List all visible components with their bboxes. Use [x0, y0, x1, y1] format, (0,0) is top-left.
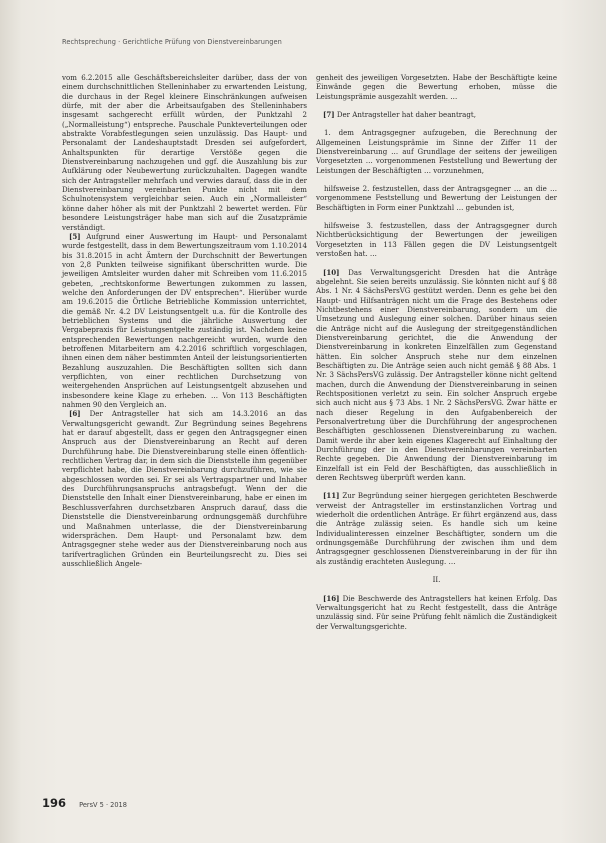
- paragraph: [316, 268, 557, 483]
- paragraph-number: [5]: [69, 231, 81, 241]
- paragraph-text: genheit des jeweiligen Vorgesetzten. Habe der Beschäftigte keine Einwände gegen die Bewertung erhoben, müsse die Leistungsprämie ausgezahlt werden. …: [316, 73, 557, 101]
- paragraph: [62, 232, 307, 410]
- paragraph: [316, 73, 557, 101]
- journal-citation: PersV 5 · 2018: [79, 801, 127, 809]
- paragraph-text: II.: [432, 575, 441, 585]
- running-head: Rechtsprechung · Gerichtliche Prüfung von Dienstvereinbarungen: [62, 38, 282, 46]
- paragraph-text: hilfsweise 2. festzustellen, dass der Antragsgegner … an die … vorgenommene Feststellung und Bewertung der Leistungen der Beschäftigten in Form einer Punktzahl … gebunden ist,: [316, 184, 557, 212]
- paragraph: [316, 491, 557, 566]
- paragraph-text: Die Beschwerde des Antragstellers hat keinen Erfolg. Das Verwaltungsgericht hat zu Recht festgestellt, dass die Anträge unzulässig sind. Für seine Prüfung fehlt nämlich die Zuständigkeit der Verwaltungsgerichte.: [316, 593, 557, 631]
- paragraph-text: Aufgrund einer Auswertung im Haupt- und Personalamt wurde festgestellt, dass in dem Bewertungszeitraum vom 1.10.2014 bis 31.8.2015 in acht Ämtern der Durchschnitt der Bewertungen von 2,8 Punkten teilweise signifikant überschritten wurde. Die jeweiligen Amtsleiter wurden daher mit Schreiben vom 11.6.2015 gebeten, „rechtskonforme Bewertungen zukommen zu lassen, welche den Anforderungen der DV entsprechen“. Hierüber wurde am 19.6.2015 die Örtliche Betriebliche Kommission unterrichtet, die gemäß Nr. 4.2 DV Leistungsentgelt u.a. für die Kontrolle des betrieblichen Systems und die jährliche Auswertung der Vergabepraxis für Leistungsentgelte zuständig ist. Nachdem keine entsprechenden Bewertungen nachgereicht wurden, wurde den betroffenen Mitarbeitern am 4.2.2016 schriftlich vorgeschlagen, ihnen einen dem näher bestimmten Anteil der leistungsorientierten Bezahlung auszuzahlen. Die Beschäftigten sollten sich dann verpflichten, von einer rechtlichen Durchsetzung von weitergehenden Ansprüchen auf Leistungsentgelt abzusehen und insbesondere keine Klage zu erheben. … Von 113 Beschäftigten nahmen 90 den Vergleich an.: [62, 231, 307, 410]
- paragraph: [316, 110, 557, 119]
- left-column: [62, 73, 307, 568]
- paragraph: [316, 184, 557, 212]
- paragraph: [316, 221, 557, 258]
- paragraph-text: 1. dem Antragsgegner aufzugeben, die Berechnung der Allgemeinen Leistungsprämie im Sinne der Ziffer 11 der Dienstvereinbarung … auf Grundlage der seitens der jeweiligen Vorgesetzten … vorgenommenen Feststellung und Bewertung der Leistungen der Beschäftigten … vorzunehmen,: [316, 128, 557, 175]
- page-footer: [42, 792, 127, 811]
- right-column: [316, 73, 557, 631]
- paragraph: [316, 575, 557, 584]
- page-number: 196: [42, 796, 67, 810]
- paragraph-number: [11]: [323, 491, 340, 501]
- paragraph: [316, 128, 557, 175]
- paragraph-number: [16]: [323, 593, 340, 603]
- paragraph-text: vom 6.2.2015 alle Geschäftsbereichsleiter darüber, dass der von einem durchschnittlichen Stelleninhaber zu erwartenden Leistung, die durchaus in der Regel kleinere Einschränkungen aufweisen dürfe, mit der aber die Arbeitsaufgaben des Stelleninhabers insgesamt sachgerecht erfüllt würden, der Punktzahl 2 („Normalleistung“) entspreche. Pauschale Punkteverteilungen oder abstrakte Vorabfestlegungen seien unzulässig. Das Haupt- und Personalamt der Landeshauptstadt Dresden sei aufgefordert, Anhaltspunkten für derartige Verstöße gegen die Dienstvereinbarung nachzugehen und ggf. die Auszahlung bis zur Aufklärung oder Neubewertung zurückzuhalten. Dagegen wandte sich der Antragsteller mehrfach und verwies darauf, dass die in der Dienstvereinbarung vereinbarten Punkte nicht mit dem Schulnotensystem vergleichbar seien. Auch ein „Normalleister“ könne daher höher als mit der Punktzahl 2 bewertet werden. Für besondere Leistungsträger habe man sich auf die Zusatzprämie verständigt.: [62, 73, 307, 232]
- paragraph-text: Der Antragsteller hat sich am 14.3.2016 an das Verwaltungsgericht gewandt. Zur Begründung seines Begehrens hat er darauf abgestellt, dass er gegen den Antragsgegner einen Anspruch aus der Dienstvereinbarung an Recht auf deren Durchführung habe. Die Dienstvereinbarung stelle einen öffentlich-rechtlichen Vertrag dar, in dem sich die Dienststelle ihm gegenüber verpflichtet habe, die Dienstvereinbarung durchzuführen, wie sie abgeschlossen worden sei. Er sei als Vertragspartner und Inhaber des Durchführungsanspruchs antragsbefugt. Wenn der die Dienststelle den Inhalt einer Dienstvereinbarung, habe er einen im Beschlussverfahren durchsetzbaren Anspruch darauf, dass die Dienststelle die Dienstvereinbarung ordnungsgemäß durchführe und Maßnahmen unterlasse, die der Dienstvereinbarung widersprächen. Dem Haupt- und Personalamt bzw. dem Antragsgegner stehe weder aus der Dienstvereinbarung noch aus tarifvertraglichen Gründen ein Beurteilungsrecht zu. Dies sei ausschließlich Angele-: [62, 409, 307, 568]
- paragraph: [62, 73, 307, 232]
- paragraph-number: [10]: [323, 267, 340, 277]
- paragraph-text: Zur Begründung seiner hiergegen gerichteten Beschwerde verweist der Antragsteller im erstinstanzlichen Vortrag und wiederholt die ordentlichen Anträge. Er führt ergänzend aus, dass die Anträge zulässig seien. Es handle sich um keine Individualinteressen einzelner Beschäftigter, sondern um die ordnungsgemäße Durchführung der zwischen ihm und dem Antragsgegner geschlossenen Dienstvereinbarung in der für ihn als zuständig erachteten Auslegung. …: [316, 491, 557, 566]
- paragraph-number: [7]: [323, 110, 335, 120]
- paragraph-text: hilfsweise 3. festzustellen, dass der Antragsgegner durch Nichtberücksichtigung der Bewertungen der jeweiligen Vorgesetzten in 113 Fällen gegen die DV Leistungsentgelt verstoßen hat. …: [316, 221, 557, 259]
- paragraph: [316, 594, 557, 631]
- paragraph-number: [6]: [69, 409, 81, 419]
- paragraph-text: Der Antragsteller hat daher beantragt,: [336, 110, 476, 120]
- paragraph: [62, 409, 307, 568]
- paragraph-text: Das Verwaltungsgericht Dresden hat die Anträge abgelehnt. Sie seien bereits unzulässig. Sie könnten nicht auf § 88 Abs. 1 Nr. 4 SächsPersVG gestützt werden. Denn es gehe bei den Haupt- und Hilfsanträgen nicht um die Frage des Bestehens oder Nichtbestehens einer Dienstvereinbarung, sondern um die Umsetzung und Auslegung einer solchen. Darüber hinaus seien die Anträge nicht auf die Auslegung der streitgegenständlichen Dienstvereinbarung gerichtet, die die Anwendung der Dienstvereinbarung in konkreten Einzelfällen zum Gegenstand hätten. Ein solcher Anspruch stehe nur dem einzelnen Beschäftigten zu. Die Anträge seien auch nicht gemäß § 88 Abs. 1 Nr. 3 SächsPersVG zulässig. Der Antragsteller könne nicht geltend machen, durch die Anwendung der Dienstvereinbarung in seinen Rechtspositionen verletzt zu sein. Ein solcher Anspruch ergebe sich auch nicht aus § 73 Abs. 1 Nr. 2 SächsPersVG. Zwar hätte er nach dieser Regelung in den Aufgabenbereich der Personalvertretung über die Durchführung der angesprochenen Beschäftigten geschlossenen Dienstvereinbarung zu wachen. Damit werde ihr aber kein eigenes Klagerecht auf Einhaltung der Durchführung der in den Dienstvereinbarungen vereinbarten Rechte gegeben. Die Anwendung der Dienstvereinbarung im Einzelfall ist ein Feld der Beschäftigten, das ausschließlich in deren Rechtsweg überprüft werden kann.: [316, 267, 557, 483]
